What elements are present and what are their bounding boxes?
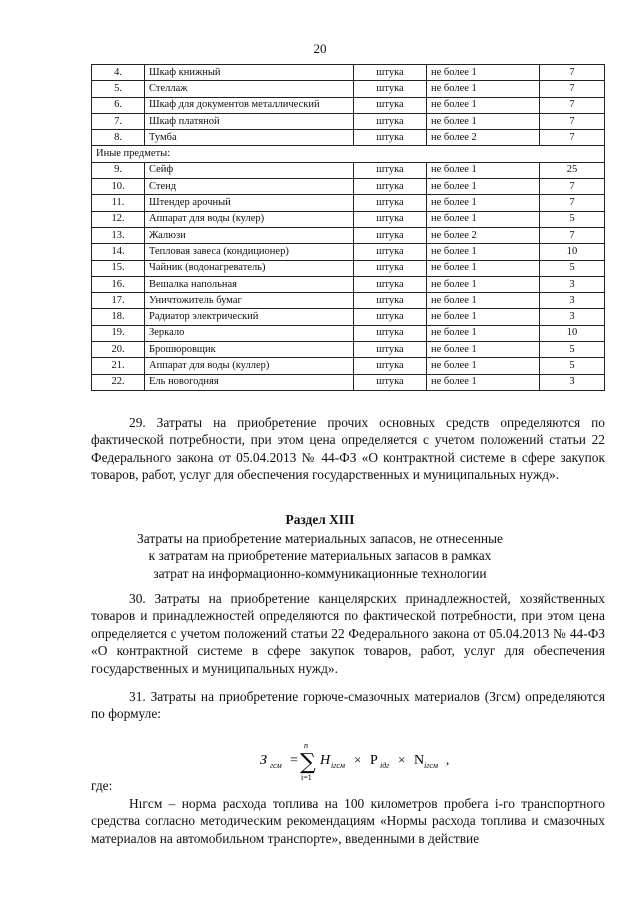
table-row — [92, 293, 605, 309]
item-quantity: не более 1 — [427, 244, 540, 260]
item-count: 3 — [540, 293, 605, 309]
item-name: Стенд — [145, 179, 354, 195]
row-number: 14. — [92, 244, 145, 260]
item-name: Жалюзи — [145, 227, 354, 243]
formula-p: Р — [370, 753, 378, 768]
row-number: 19. — [92, 325, 145, 341]
item-name: Шкаф книжный — [145, 65, 354, 81]
items-table — [91, 64, 605, 391]
item-unit: штука — [354, 309, 427, 325]
item-unit: штука — [354, 113, 427, 129]
formula-lhs-sub: гсм — [270, 761, 282, 770]
item-quantity: не более 1 — [427, 374, 540, 390]
item-count: 5 — [540, 358, 605, 374]
item-quantity: не более 2 — [427, 227, 540, 243]
item-quantity: не более 1 — [427, 276, 540, 292]
item-quantity: не более 1 — [427, 97, 540, 113]
table-row — [92, 81, 605, 97]
item-name: Шкаф платяной — [145, 113, 354, 129]
item-quantity: не более 1 — [427, 211, 540, 227]
item-quantity: не более 1 — [427, 309, 540, 325]
item-name: Ель новогодняя — [145, 374, 354, 390]
item-count: 5 — [540, 260, 605, 276]
row-number: 9. — [92, 162, 145, 178]
table-row — [92, 179, 605, 195]
row-number: 10. — [92, 179, 145, 195]
table-row — [92, 130, 605, 146]
row-number: 13. — [92, 227, 145, 243]
item-unit: штука — [354, 195, 427, 211]
formula-h-sub: iгсм — [331, 761, 345, 770]
item-quantity: не более 1 — [427, 260, 540, 276]
table-row — [92, 211, 605, 227]
item-unit: штука — [354, 293, 427, 309]
item-unit: штука — [354, 260, 427, 276]
item-count: 3 — [540, 309, 605, 325]
formula-n: N — [414, 753, 425, 768]
fuel-cost-formula — [260, 740, 480, 784]
item-unit: штука — [354, 358, 427, 374]
item-count: 3 — [540, 374, 605, 390]
item-unit: штука — [354, 276, 427, 292]
formula-lhs: З — [260, 753, 267, 768]
table-row — [92, 276, 605, 292]
section-title: Раздел XIII — [285, 512, 355, 527]
table-row — [92, 374, 605, 390]
table-row — [92, 325, 605, 341]
item-name: Тепловая завеса (кондиционер) — [145, 244, 354, 260]
formula-svg — [260, 740, 480, 784]
table-row — [92, 227, 605, 243]
formula-sigma: ∑ — [300, 750, 316, 775]
item-quantity: не более 1 — [427, 325, 540, 341]
item-unit: штука — [354, 342, 427, 358]
section-subtitle-line: к затратам на приобретение материальных запасов в рамках — [148, 548, 492, 564]
item-unit: штука — [354, 244, 427, 260]
item-count: 25 — [540, 162, 605, 178]
item-count: 7 — [540, 227, 605, 243]
table-group-row — [92, 146, 605, 162]
item-unit: штука — [354, 130, 427, 146]
item-unit: штука — [354, 81, 427, 97]
paragraph-31-definition: Нıгсм – норма расхода топлива на 100 километров пробега i-го транспортного средства согласно методическим рекомендациям «Нормы расхода топлива и смазочных материалов на автомобильном транспорте», введенными в действие — [91, 796, 605, 846]
table-row — [92, 260, 605, 276]
formula-times-1: × — [354, 752, 362, 767]
item-count: 7 — [540, 97, 605, 113]
item-count: 7 — [540, 195, 605, 211]
item-name: Стеллаж — [145, 81, 354, 97]
formula-sum-lower: i=1 — [301, 773, 312, 782]
formula-tail: , — [446, 752, 450, 767]
item-name: Аппарат для воды (кулер) — [145, 211, 354, 227]
item-quantity: не более 1 — [427, 358, 540, 374]
item-quantity: не более 2 — [427, 130, 540, 146]
row-number: 21. — [92, 358, 145, 374]
paragraph-29: 29. Затраты на приобретение прочих основных средств определяются по фактической потребности, при этом цена определяется с учетом положений статьи 22 Федерального закона от 05.04.2013 № 44-ФЗ «О контрактной системе в сфере закупок товаров, работ, услуг для обеспечения государственных и муниципальных нужд». — [91, 415, 605, 483]
section-subtitle — [0, 530, 640, 582]
item-quantity: не более 1 — [427, 179, 540, 195]
item-quantity: не более 1 — [427, 113, 540, 129]
item-count: 7 — [540, 113, 605, 129]
item-count: 7 — [540, 65, 605, 81]
formula-times-2: × — [398, 752, 406, 767]
item-name: Вешалка напольная — [145, 276, 354, 292]
where-label: где: — [91, 778, 113, 793]
item-unit: штука — [354, 325, 427, 341]
row-number: 8. — [92, 130, 145, 146]
table-row — [92, 113, 605, 129]
item-unit: штука — [354, 65, 427, 81]
item-count: 5 — [540, 342, 605, 358]
item-unit: штука — [354, 97, 427, 113]
table-row — [92, 195, 605, 211]
formula-p-sub: iдг — [380, 761, 390, 770]
item-count: 7 — [540, 179, 605, 195]
formula-n-sub: iгсм — [424, 761, 438, 770]
page-number: 20 — [313, 41, 327, 56]
item-quantity: не более 1 — [427, 342, 540, 358]
item-name: Радиатор электрический — [145, 309, 354, 325]
item-unit: штука — [354, 162, 427, 178]
item-quantity: не более 1 — [427, 293, 540, 309]
formula-equals: = — [290, 753, 298, 768]
table-row — [92, 309, 605, 325]
row-number: 5. — [92, 81, 145, 97]
item-unit: штука — [354, 211, 427, 227]
item-name: Тумба — [145, 130, 354, 146]
item-quantity: не более 1 — [427, 195, 540, 211]
row-number: 18. — [92, 309, 145, 325]
row-number: 15. — [92, 260, 145, 276]
item-count: 7 — [540, 130, 605, 146]
item-unit: штука — [354, 374, 427, 390]
table-row — [92, 97, 605, 113]
item-name: Сейф — [145, 162, 354, 178]
row-number: 7. — [92, 113, 145, 129]
paragraph-31: 31. Затраты на приобретение горюче-смазочных материалов (Згсм) определяются по формуле: — [91, 689, 605, 722]
row-number: 12. — [92, 211, 145, 227]
section-subtitle-line: затрат на информационно-коммуникационные технологии — [153, 565, 487, 581]
paragraph-30: 30. Затраты на приобретение канцелярских принадлежностей, хозяйственных товаров и принадлежностей определяются по фактической потребности, при этом цена определяется с учетом положений статьи 22 Федерального закона от 05.04.2013 № 44-ФЗ «О контрактной системе в сфере закупок товаров, работ, услуг для обеспечения государственных и муниципальных нужд». — [91, 591, 605, 676]
table-row — [92, 65, 605, 81]
section-subtitle-line: Затраты на приобретение материальных запасов, не отнесенные — [137, 531, 503, 546]
item-unit: штука — [354, 227, 427, 243]
item-count: 10 — [540, 325, 605, 341]
row-number: 11. — [92, 195, 145, 211]
item-name: Брошюровщик — [145, 342, 354, 358]
item-name: Аппарат для воды (куллер) — [145, 358, 354, 374]
item-name: Зеркало — [145, 325, 354, 341]
row-number: 6. — [92, 97, 145, 113]
formula-h: Н — [320, 753, 331, 768]
formula-sum-upper: n — [304, 741, 308, 750]
item-name: Уничтожитель бумаг — [145, 293, 354, 309]
group-label: Иные предметы: — [92, 146, 605, 162]
item-quantity: не более 1 — [427, 162, 540, 178]
table-row — [92, 342, 605, 358]
table-row — [92, 244, 605, 260]
row-number: 17. — [92, 293, 145, 309]
item-name: Штендер арочный — [145, 195, 354, 211]
table-row — [92, 162, 605, 178]
item-count: 7 — [540, 81, 605, 97]
row-number: 4. — [92, 65, 145, 81]
row-number: 16. — [92, 276, 145, 292]
row-number: 20. — [92, 342, 145, 358]
item-name: Шкаф для документов металлический — [145, 97, 354, 113]
item-unit: штука — [354, 179, 427, 195]
item-count: 3 — [540, 276, 605, 292]
item-quantity: не более 1 — [427, 65, 540, 81]
table-row — [92, 358, 605, 374]
item-quantity: не более 1 — [427, 81, 540, 97]
item-count: 5 — [540, 211, 605, 227]
item-name: Чайник (водонагреватель) — [145, 260, 354, 276]
item-count: 10 — [540, 244, 605, 260]
row-number: 22. — [92, 374, 145, 390]
